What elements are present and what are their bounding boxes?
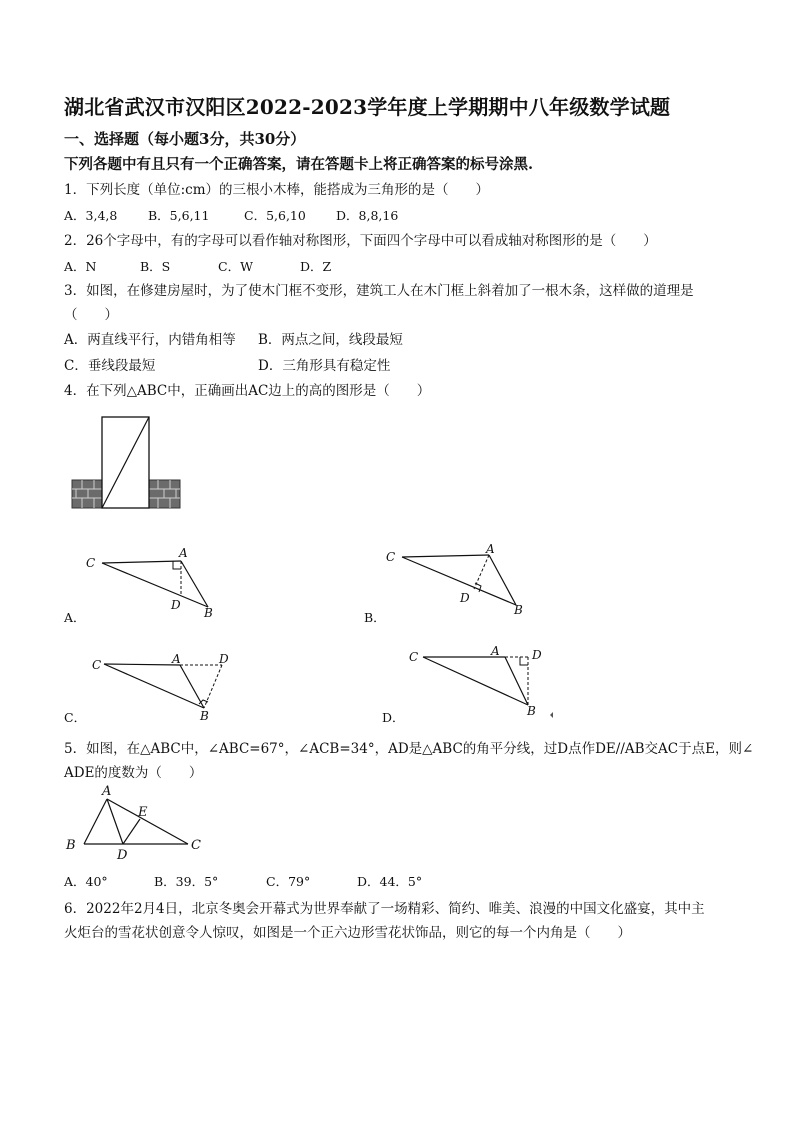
q4a-label-c: C [86,556,96,570]
q4-option-c: C． [64,710,87,725]
q5-label-b: B [66,838,76,853]
question-5-stem-line1: 5．如图，在△ABC中，∠ABC=67°，∠ACB=34°，AD是△ABC的角平分线，过D点作DE//AB交AC于点E，则∠ [64,741,754,757]
q3-option-c: C．垂线段最短 [64,358,156,374]
q2-option-b: B．S [140,259,171,274]
q4-option-b: B． [364,610,386,625]
q4a-label-a: A [179,546,188,560]
q5-option-a: A．40° [64,874,108,889]
q4c-label-b: B [200,709,209,723]
q3-option-a: A．两直线平行，内错角相等 [64,332,236,348]
door-frame-figure [70,415,185,511]
question-3-stem-line2: （ ） [64,307,118,323]
question-6-stem-line1: 6．2022年2月4日，北京冬奥会开幕式为世界奉献了一场精彩、简约、唯美、浪漫的中国文化盛宴，其中主 [64,901,705,917]
question-3-stem-line1: 3．如图，在修建房屋时，为了使木门框不变形，建筑工人在木门框上斜着加了一根木条，这样做的道理是 [64,283,694,299]
q4a-label-d: D [171,598,181,612]
question-1-stem: 1．下列长度（单位:cm）的三根小木棒，能搭成为三角形的是（ ） [64,182,489,198]
q3-option-d: D．三角形具有稳定性 [258,358,391,374]
q5-option-c: C．79° [266,874,311,889]
question-6-stem-line2: 火炬台的雪花状创意令人惊叹，如图是一个正六边形雪花状饰品，则它的每一个内角是（ ） [64,925,631,941]
q4b-label-b: B [514,603,523,617]
q4b-label-c: C [386,550,396,564]
question-4-stem: 4．在下列△ABC中，正确画出AC边上的高的图形是（ ） [64,383,431,399]
q5-label-d: D [117,848,128,863]
q4c-label-d: D [219,652,229,666]
q4d-label-a: A [491,644,500,658]
q5-label-c: C [191,838,201,853]
q4-figure-b [380,543,530,618]
q1-option-a: A．3,4,8 [64,208,118,223]
q4c-label-a: A [172,652,181,666]
q5-figure [62,786,212,864]
q4-figure-d [405,645,565,725]
q4d-label-b: B [527,704,536,718]
q4-figure-c [88,650,238,725]
q2-option-a: A．N [64,259,97,274]
q1-option-b: B．5,6,11 [148,208,210,223]
question-2-stem: 2．26个字母中，有的字母可以看作轴对称图形，下面四个字母中可以看成轴对称图形的是（ ） [64,233,657,249]
q4-figure-a [80,545,220,620]
q3-option-b: B．两点之间，线段最短 [258,332,403,348]
q4-option-d: D． [382,710,405,725]
q4a-label-b: B [204,606,213,620]
q4b-label-a: A [486,542,495,556]
page-title: 湖北省武汉市汉阳区2022-2023学年度上学期期中八年级数学试题 [64,95,671,119]
q4b-label-d: D [460,591,470,605]
section-heading: 一、选择题（每小题3分，共30分） [64,130,306,148]
q2-option-d: D．Z [300,259,332,274]
q5-label-a: A [102,784,112,799]
q4d-label-c: C [409,650,419,664]
q4-option-a: A． [64,610,86,625]
q5-label-e: E [138,805,148,820]
question-5-stem-line2: ADE的度数为（ ） [64,765,203,781]
section-instruction: 下列各题中有且只有一个正确答案，请在答题卡上将正确答案的标号涂黑. [64,156,534,173]
q1-option-d: D．8,8,16 [336,208,399,223]
q4d-label-d: D [532,648,542,662]
q5-option-d: D．44．5° [357,874,423,889]
q1-option-c: C．5,6,10 [244,208,306,223]
q4c-label-c: C [92,658,102,672]
q5-option-b: B．39．5° [154,874,219,889]
q2-option-c: C．W [218,259,253,274]
